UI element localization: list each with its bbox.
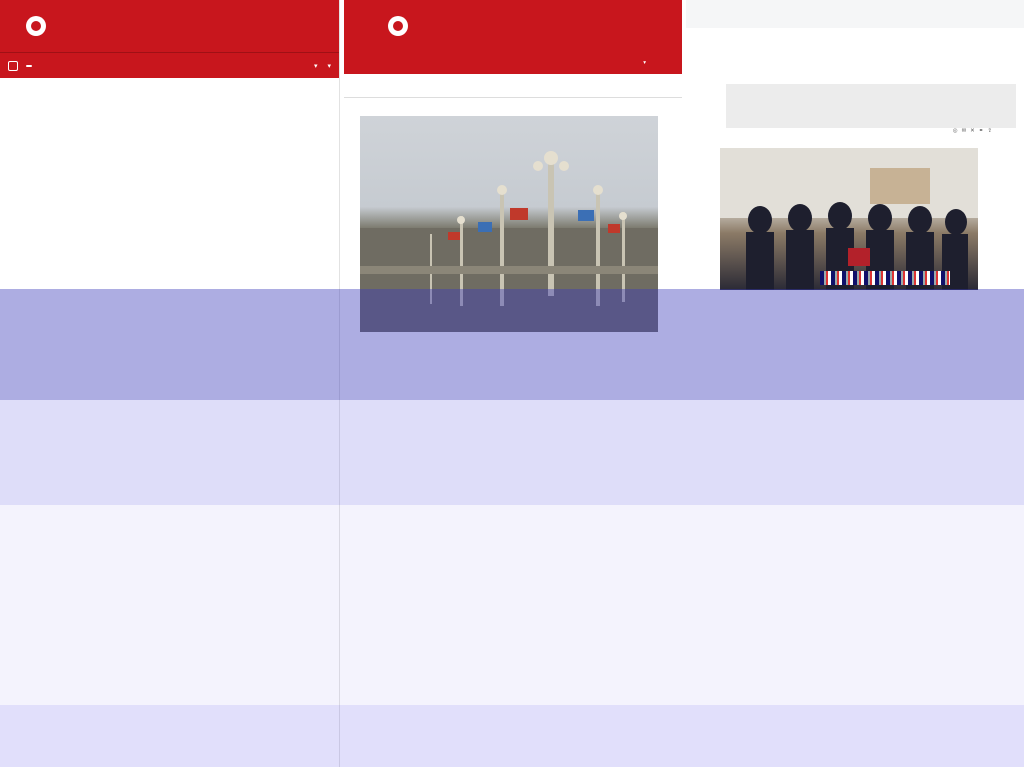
tiananmen-flags-photo [360,116,658,332]
trending-links [686,0,1024,28]
photo-illustration [360,116,658,332]
article [720,128,992,295]
site-toolbar [344,52,682,74]
language-dropdown[interactable] [643,60,646,66]
peoples-daily-panel [0,0,340,767]
site-toolbar [0,52,339,78]
colonnade [360,266,658,274]
whatsapp-icon[interactable]: ◎ [952,128,958,134]
sidebar-latest [990,122,1024,214]
section-nav [344,74,682,98]
logo-emblem-icon [388,16,408,36]
chevron-down-icon: ▾ [643,60,646,66]
diario-del-pueblo-panel [344,0,682,767]
photo-ground [360,228,658,332]
youtube-icon[interactable] [26,65,32,67]
share-bar [720,128,992,134]
site-logo[interactable] [26,16,52,36]
site-header [686,28,1024,58]
ambito-panel [686,0,1024,767]
logo-emblem-icon [26,16,46,36]
lamp-globes [457,151,627,224]
lacalle-xi-photo [720,148,978,290]
instagram-icon[interactable] [8,61,18,71]
share-icon[interactable]: ⇪ [987,128,992,134]
mail-icon[interactable]: ✉ [961,128,967,134]
languages-dropdown[interactable] [325,62,331,70]
painting [870,168,930,204]
chevron-down-icon: ▾ [327,62,331,70]
link-icon[interactable]: ⚭ [978,128,984,134]
archive-dropdown[interactable] [312,62,318,70]
site-header [344,0,682,52]
site-header [0,0,339,52]
twitter-icon[interactable]: ✕ [970,128,975,134]
secondary-nav [686,58,1024,70]
red-folder [848,248,870,266]
photo-illustration [720,148,978,290]
ad-placeholder [726,84,1016,128]
chevron-down-icon: ▾ [313,62,318,70]
article [344,116,682,332]
